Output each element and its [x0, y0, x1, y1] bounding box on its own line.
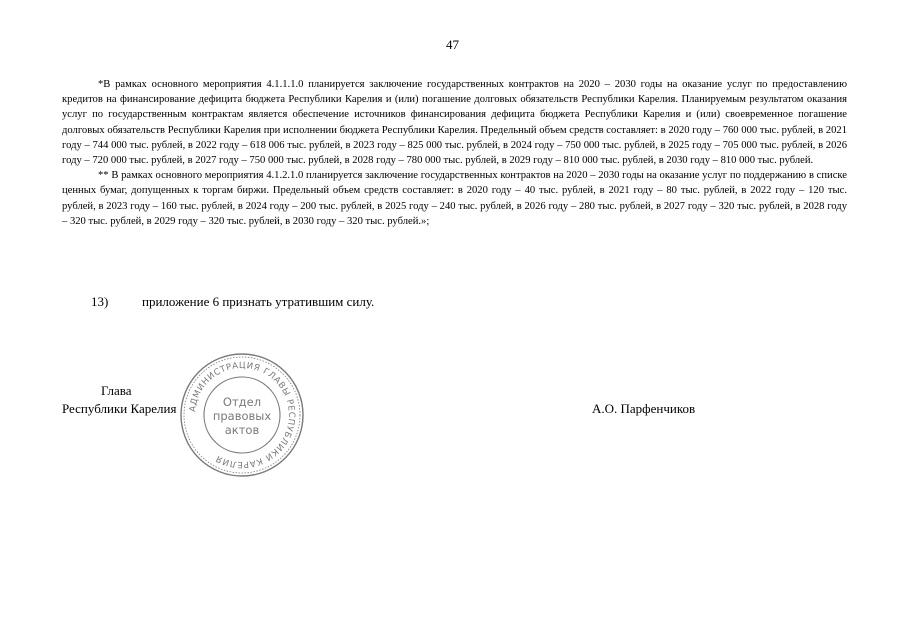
stamp-ring-textpath: АДМИНИСТРАЦИЯ ГЛАВЫ РЕСПУБЛИКИ КАРЕЛИЯ [188, 360, 297, 470]
stamp-center-line-3: актов [224, 423, 260, 437]
stamp-center-line-1: Отдел [222, 395, 262, 409]
signature-title-line-1: Глава [101, 383, 132, 398]
list-item-number: 13) [91, 294, 109, 309]
footnotes-block [62, 77, 847, 229]
footnote-2: ** В рамках основного мероприятия 4.1.2.1.0 планируется заключение государственных контрактов на 2020 – 2030 годы на оказание услуг по поддержанию в списке ценных бумаг, допущенных к торгам биржи. Предельный объем средств составляет: в 2020 году – 40 тыс. рублей, в 2021 году – 80 тыс. рублей, в 2022 году – 120 тыс. рублей, в 2023 году – 160 тыс. рублей, в 2024 году – 200 тыс. рублей, в 2025 году – 240 тыс. рублей, в 2026 году – 280 тыс. рублей, в 2027 году – 320 тыс. рублей, в 2028 году – 320 тыс. рублей, в 2029 году – 320 тыс. рублей, в 2030 году – 320 тыс. рублей.»; [62, 170, 847, 227]
list-item-text: приложение 6 признать утратившим силу. [142, 294, 375, 309]
stamp-center-line-2: правовых [212, 409, 272, 423]
signature-title-line-2: Республики Карелия [62, 401, 177, 416]
page-number: 47 [446, 37, 459, 52]
footnote-1: *В рамках основного мероприятия 4.1.1.1.0 планируется заключение государственных контрактов на 2020 – 2030 годы на оказание услуг по предоставлению кредитов на финансирование дефицита бюджета Республики Карелия и (или) погашение долговых обязательств Республики Карелия. Планируемым результатом оказания услуг по государственным контрактам является обеспечение источников финансирования дефицита бюджета Республики Карелия и (или) своевременное погашение долговых обязательств Республики Карелия при исполнении бюджета Республики Карелия. Предельный объем средств составляет: в 2020 году – 760 000 тыс. рублей, в 2021 году – 744 000 тыс. рублей, в 2022 году – 618 006 тыс. рублей, в 2023 году – 825 000 тыс. рублей, в 2024 году – 750 000 тыс. рублей, в 2025 году – 705 000 тыс. рублей, в 2026 году – 720 000 тыс. рублей, в 2027 году – 750 000 тыс. рублей, в 2028 году – 780 000 тыс. рублей, в 2029 году – 810 000 тыс. рублей, в 2030 году – 810 000 тыс. рублей. [62, 79, 847, 167]
list-item-13 [91, 294, 374, 310]
official-stamp [178, 351, 306, 479]
signatory-name: А.О. Парфенчиков [592, 401, 696, 416]
